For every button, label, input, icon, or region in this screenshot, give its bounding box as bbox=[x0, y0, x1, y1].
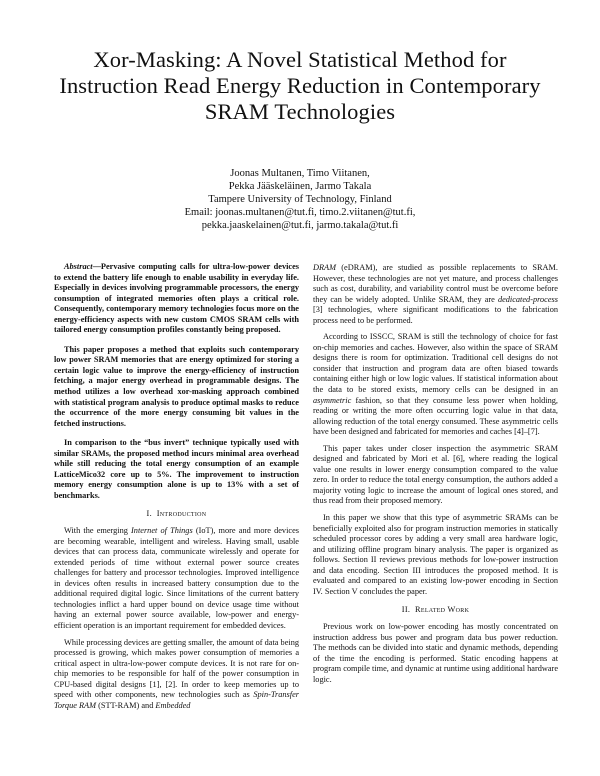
affiliation: Tampere University of Technology, Finland bbox=[208, 194, 392, 205]
author-names: Joonas Multanen, Timo Viitanen, bbox=[230, 168, 370, 179]
body-paragraph: This paper takes under closer inspection the asymmetric SRAM designed and fabricated by Mori et al. [6], where reading the logical value one results in lower energy consumption compared to the value zero. In order to reduce the total energy consumption, the authors added a majority voting logic to increase the amount of logical ones stored, and thus read from their proposed memory. bbox=[313, 443, 558, 506]
abstract-paragraph: In comparison to the “bus invert” technique typically used with similar SRAMs, the proposed method incurs minimal area overhead while still reducing the total energy consumption of an example LatticeMico32 core up to 5%. The improvement to instruction memory energy consumption alone is up to 13% with a set of benchmarks. bbox=[54, 438, 299, 500]
body-paragraph: While processing devices are getting smaller, the amount of data being processed is growing, which makes power consumption of memories a critical aspect in ultra-low-power compute devices. It is not rare for on-chip memories to be responsible for half of the power consumption in CPU-based digital designs [1], [2]. In order to keep memories up to speed with other components, new technologies such as Spin-Transfer Torque RAM (STT-RAM) and Embedded bbox=[54, 637, 299, 710]
email-line: pekka.jaaskelainen@tut.fi, jarmo.takala@tut.fi bbox=[201, 220, 399, 231]
title-line: SRAM Technologies bbox=[204, 99, 396, 124]
section-heading: I. Introduction bbox=[146, 509, 207, 519]
paper-title bbox=[40, 47, 560, 125]
right-column bbox=[313, 263, 558, 685]
section-heading: II. Related Work bbox=[401, 605, 470, 615]
author-names: Pekka Jääskeläinen, Jarmo Takala bbox=[228, 181, 372, 192]
abstract bbox=[54, 262, 299, 501]
abstract-label: Abstract bbox=[64, 262, 93, 271]
body-paragraph: According to ISSCC, SRAM is still the technology of choice for fast on-chip memories and caches. However, also within the space of SRAM designs there is room for optimization. Traditional cell designs do not consider that instruction and program data are often biased towards containing either high or low logic values. If statistical information about the data to be stored exists, memory cells can be designed in an asymmetric fashion, so that they consume less power when holding, reading or writing the more often occurring logic value in that data, allowing reduction of the total energy consumed. These asymmetric cells have been designed and fabricated for memories and caches [4]–[7]. bbox=[313, 332, 558, 437]
body-paragraph: Previous work on low-power encoding has mostly concentrated on instruction address bus power and program data bus power reduction. The methods can be divided into static and dynamic methods, depending of the time the encoding is performed. Static encoding happens at program compile time, and dynamic at runtime using additional hardware logic. bbox=[313, 621, 558, 684]
body-paragraph: With the emerging Internet of Things (IoT), more and more devices are becoming wearable, intelligent and wireless. Having small, usable devices that can process data, communicate wirelessly and operate for extended periods of time without external power source creates challenges for battery and processor technologies. Improved intelligence in devices often results in increased battery consumption due to the additional required digital logic. Since limitations of the current battery technologies inflict a hard upper bound on device usage time without having an external power source available, low-power and energy-efficient operation is an important requirement for embedded devices. bbox=[54, 526, 299, 630]
abstract-paragraph: This paper proposes a method that exploits such contemporary low power SRAM memories that are energy optimized for storing a certain logic value to improve the energy-efficiency of instruction fetching, a major energy overhead in programmable designs. The method utilizes a low overhead xor-masking approach combined with statistical program analysis to produce optimal masks to reduce the occurrence of the more energy consuming bit values in the fetched instructions. bbox=[54, 344, 299, 428]
abstract-paragraph: Abstract—Pervasive computing calls for ultra-low-power devices to extend the battery life enough to enable usability in everyday life. Especially in devices involving programmable processors, the energy consumption of integrated memories often plays a critical role. Consequently, contemporary memory technologies focus more on the energy-efficiency aspects with new custom CMOS SRAM cells with tailored energy consumption profiles constantly being proposed. bbox=[54, 262, 299, 335]
title-line: Xor-Masking: A Novel Statistical Method for bbox=[93, 47, 507, 72]
email-line: Email: joonas.multanen@tut.fi, timo.2.viitanen@tut.fi, bbox=[184, 207, 416, 218]
body-paragraph: In this paper we show that this type of asymmetric SRAMs can be beneficially exploited also for program instruction memories in statically scheduled processor cores by adding a very small area hardware logic, and utilizing offline program binary analysis. The paper is organized as follows. Section II reviews previous methods for low-power instruction and data encoding. Section III introduces the proposed method. It is evaluated and compared to an existing low-power encoding in Section IV. Section V concludes the paper. bbox=[313, 513, 558, 596]
author-block bbox=[100, 167, 500, 232]
body-paragraph: DRAM (eDRAM), are studied as possible replacements to SRAM. However, these technologies are not yet mature, and process challenges such as cost, durability, and variability control must be overcome before they can be widely adopted. Unlike SRAM, they are dedicated-process [3] technologies, where significant modifications to the fabrication process need to be performed. bbox=[313, 263, 558, 325]
left-column bbox=[54, 262, 299, 711]
title-line: Instruction Read Energy Reduction in Contemporary bbox=[59, 73, 541, 98]
